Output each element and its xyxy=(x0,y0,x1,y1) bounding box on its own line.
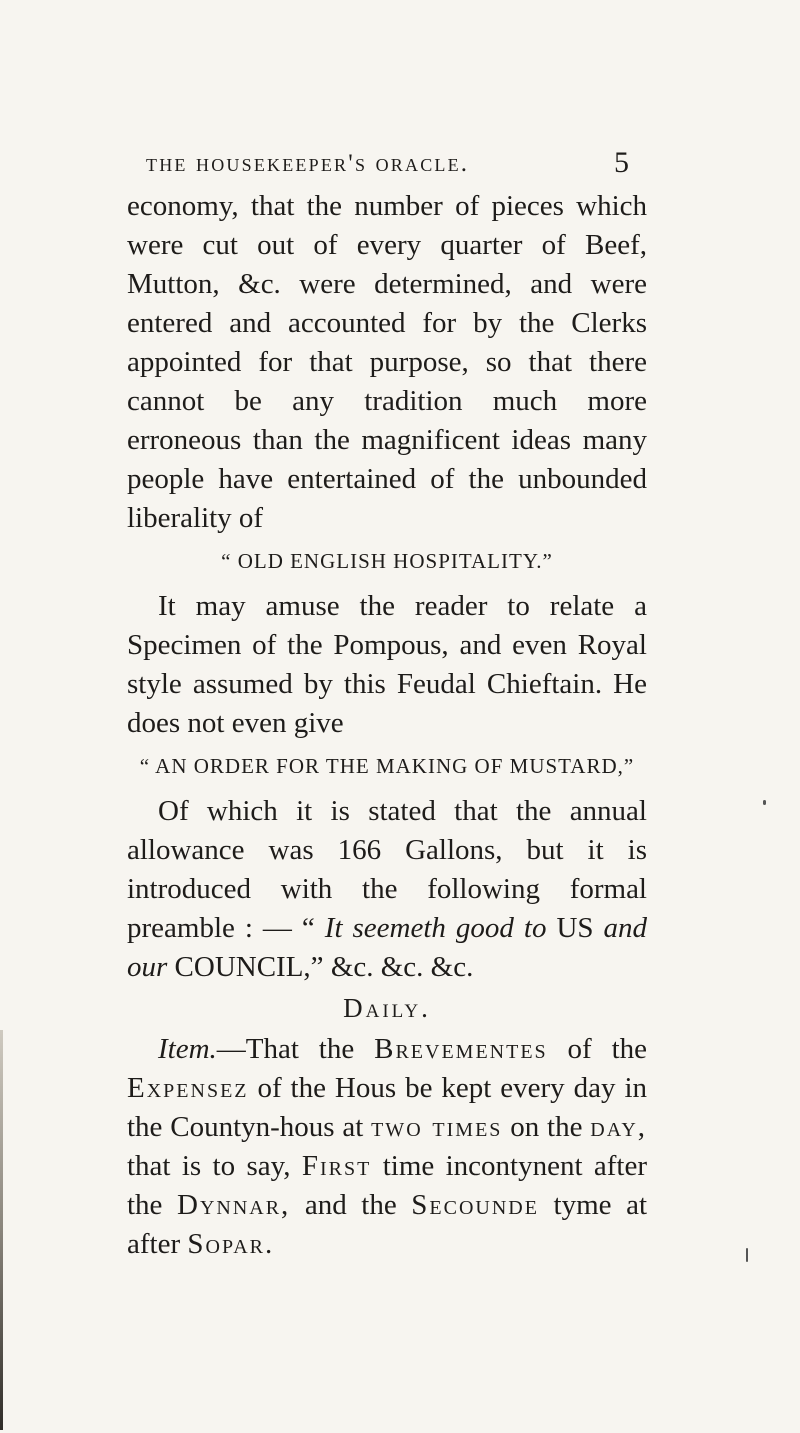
item-text-c: of the xyxy=(567,1033,648,1065)
quote-mustard: “ AN ORDER FOR THE MAKING OF MUSTARD,” xyxy=(139,754,635,778)
ink-speck xyxy=(763,800,766,805)
item-text-o: tyme at after xyxy=(127,1189,648,1260)
item-text-e: of the Hous be kept every day in the Countyn-hous at xyxy=(127,1072,648,1143)
secounde-word: Secounde xyxy=(411,1189,539,1221)
sopar-word: Sopar. xyxy=(187,1228,275,1260)
italic-seemeth: It seemeth good to xyxy=(324,912,547,944)
us-word: US xyxy=(556,912,594,944)
ink-speck xyxy=(746,1248,748,1262)
item-label: Item. xyxy=(158,1033,217,1065)
dynnar-word: Dynnar, xyxy=(177,1189,291,1221)
paragraph-economy: economy, that the number of pieces which were cut out of every quarter of Beef, Mutton, &c. were determined, and were entered and accounted for by the Clerks appointed for that purpose, so that there cannot be any tradition much more erroneous than the magnificent ideas many people have entertained of the unbounded liberality of xyxy=(127,190,647,534)
page-number: 5 xyxy=(614,146,629,179)
two-times-words: two times xyxy=(371,1111,503,1143)
item-text-i: that is to say, xyxy=(127,1150,291,1182)
item-text-m: and the xyxy=(304,1189,397,1221)
body-text xyxy=(127,187,647,1264)
paragraph-item xyxy=(127,1030,647,1264)
italic-and-our: and our xyxy=(127,912,648,983)
binding-edge-shadow xyxy=(0,1030,3,1430)
brevementes-word: Brevementes xyxy=(374,1033,548,1065)
paragraph-allowance xyxy=(127,792,647,987)
running-title: the housekeeper's oracle. xyxy=(146,150,470,177)
first-word: First xyxy=(301,1150,372,1182)
etc-text: &c. &c. &c. xyxy=(330,951,474,983)
quote-hospitality: “ OLD ENGLISH HOSPITALITY.” xyxy=(221,549,553,573)
allowance-text: Of which it is stated that the annual allowance was 166 Gallons, but it is introduced with the following formal preamble : — “ xyxy=(127,795,647,944)
item-text-a: —That the xyxy=(216,1033,355,1065)
council-word: COUNCIL,” xyxy=(174,951,324,983)
paragraph-specimen: It may amuse the reader to relate a Specimen of the Pompous, and even Royal style assumed by this Feudal Chieftain. He does not even give xyxy=(127,590,647,739)
expensez-word: Expensez xyxy=(127,1072,249,1104)
item-text-k: time incontynent after the xyxy=(127,1150,648,1221)
day-word: day, xyxy=(590,1111,648,1143)
item-text-g: on the xyxy=(510,1111,583,1143)
daily-heading: Daily. xyxy=(343,993,431,1023)
